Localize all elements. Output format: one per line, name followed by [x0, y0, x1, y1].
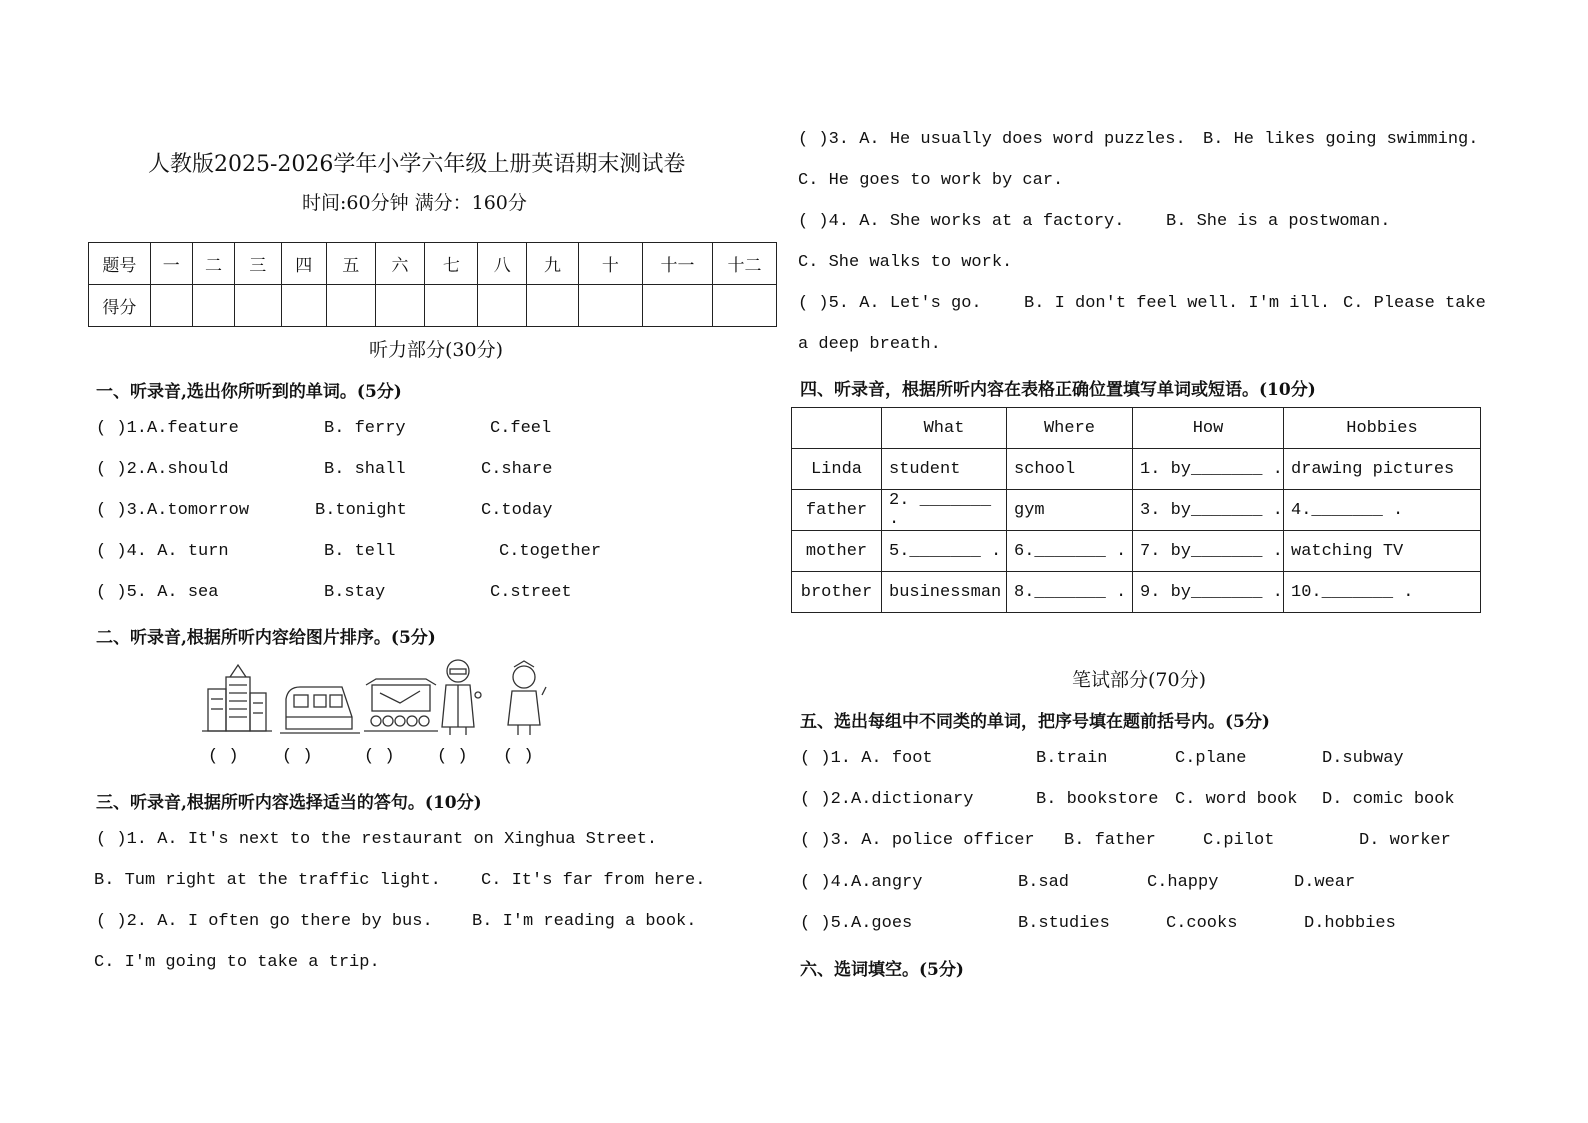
- s3-q2-option-a: ( )2. A. I often go there by bus.: [96, 912, 433, 931]
- score-header-cell: 七: [425, 243, 478, 285]
- fill-table-blank[interactable]: 7. by_______ .: [1133, 531, 1284, 572]
- fill-table-cell: drawing pictures: [1284, 449, 1481, 490]
- fill-table-corner: [792, 408, 882, 449]
- s3-q5-option-c: C. Please take: [1343, 294, 1486, 313]
- fill-table-blank[interactable]: 2. _______ .: [882, 490, 1007, 531]
- score-header-cell: 题号: [89, 243, 151, 285]
- s5-q5-option-c: C.cooks: [1166, 914, 1238, 933]
- score-table-header-row: [89, 243, 777, 285]
- s3-q4-option-c: C. She walks to work.: [798, 253, 1013, 272]
- score-input-cell[interactable]: [375, 285, 425, 327]
- s1-q2-option-b: B. shall: [324, 460, 406, 479]
- picture-blank-4[interactable]: ( ): [437, 747, 468, 766]
- fill-table-cell: gym: [1007, 490, 1133, 531]
- score-header-cell: 二: [192, 243, 234, 285]
- s5-q3-number: ( )3. A. police officer: [800, 831, 1035, 850]
- ordering-pictures: [200, 655, 552, 737]
- score-header-cell: 一: [150, 243, 192, 285]
- s5-q1-option-c: C.plane: [1175, 749, 1247, 768]
- score-table: [88, 242, 777, 327]
- score-header-cell: 五: [326, 243, 375, 285]
- s5-q3-option-d: D. worker: [1359, 831, 1451, 850]
- section2-title: 二、听录音,根据所听内容给图片排序。(5分): [96, 628, 436, 648]
- score-header-cell: 九: [527, 243, 579, 285]
- score-header-cell: 八: [478, 243, 527, 285]
- writing-part-title: 笔试部分(70分): [1072, 669, 1207, 691]
- s5-q2-option-c: C. word book: [1175, 790, 1298, 809]
- score-input-cell[interactable]: [150, 285, 192, 327]
- fill-table-blank[interactable]: 3. by_______ .: [1133, 490, 1284, 531]
- s5-q4-option-b: B.sad: [1018, 873, 1070, 892]
- s1-q3-option-b: B.tonight: [315, 501, 407, 520]
- score-header-cell: 十二: [713, 243, 777, 285]
- s1-q1-option-c: C.feel: [490, 419, 552, 438]
- score-header-cell: 十一: [642, 243, 712, 285]
- fill-table-cell: school: [1007, 449, 1133, 490]
- s1-q5-number: ( )5. A. sea: [96, 583, 219, 602]
- s3-q5-option-b: B. I don't feel well. I'm ill.: [1024, 294, 1331, 313]
- s3-q2-option-c: C. I'm going to take a trip.: [94, 953, 380, 972]
- section6-title: 六、选词填空。(5分): [800, 960, 964, 980]
- fill-table-row: [792, 449, 1481, 490]
- s1-q5-option-c: C.street: [490, 583, 572, 602]
- exam-info: 时间:60分钟 满分：160分: [302, 192, 527, 214]
- nurse-picture: [508, 661, 546, 735]
- fill-table-blank[interactable]: 1. by_______ .: [1133, 449, 1284, 490]
- fill-table-row: [792, 490, 1481, 531]
- picture-blank-2[interactable]: ( ): [282, 747, 313, 766]
- train-picture: [280, 687, 360, 733]
- s3-q1-option-a: ( )1. A. It's next to the restaurant on Xinghua Street.: [96, 830, 658, 849]
- s3-q3-option-b: B. He likes going swimming.: [1203, 130, 1479, 149]
- fill-table-row: [792, 531, 1481, 572]
- s3-q4-option-a: ( )4. A. She works at a factory.: [798, 212, 1125, 231]
- fill-table-cell: businessman: [882, 572, 1007, 613]
- s5-q3-option-b: B. father: [1064, 831, 1156, 850]
- fill-table-blank[interactable]: 8._______ .: [1007, 572, 1133, 613]
- score-input-cell[interactable]: [578, 285, 642, 327]
- fill-table-header-hobbies: Hobbies: [1284, 408, 1481, 449]
- s3-q4-option-b: B. She is a postwoman.: [1166, 212, 1391, 231]
- picture-blank-3[interactable]: ( ): [364, 747, 395, 766]
- fill-table-person: father: [792, 490, 882, 531]
- s5-q4-option-d: D.wear: [1294, 873, 1356, 892]
- s5-q2-option-d: D. comic book: [1322, 790, 1455, 809]
- fill-table-person: brother: [792, 572, 882, 613]
- s5-q5-option-d: D.hobbies: [1304, 914, 1396, 933]
- building-picture: [202, 665, 272, 731]
- s5-q3-option-c: C.pilot: [1203, 831, 1275, 850]
- s3-q5-option-a: ( )5. A. Let's go.: [798, 294, 982, 313]
- s1-q5-option-b: B.stay: [324, 583, 386, 602]
- s5-q1-option-b: B.train: [1036, 749, 1108, 768]
- picture-blank-1[interactable]: ( ): [208, 747, 239, 766]
- listening-part-title: 听力部分(30分): [369, 339, 504, 361]
- score-input-cell[interactable]: [326, 285, 375, 327]
- fill-table-person: Linda: [792, 449, 882, 490]
- s1-q4-option-b: B. tell: [324, 542, 396, 561]
- fill-table-header-where: Where: [1007, 408, 1133, 449]
- fill-table-cell: watching TV: [1284, 531, 1481, 572]
- s1-q1-option-b: B. ferry: [324, 419, 406, 438]
- s1-q4-number: ( )4. A. turn: [96, 542, 229, 561]
- section3-title: 三、听录音,根据所听内容选择适当的答句。(10分): [96, 793, 482, 813]
- s5-q4-number: ( )4.A.angry: [800, 873, 923, 892]
- score-input-cell[interactable]: [192, 285, 234, 327]
- s1-q4-option-c: C.together: [499, 542, 602, 561]
- s1-q1-number: ( )1.A.feature: [96, 419, 239, 438]
- score-header-cell: 三: [235, 243, 282, 285]
- s3-q1-option-c: C. It's far from here.: [481, 871, 706, 890]
- score-input-cell[interactable]: [642, 285, 712, 327]
- s5-q2-number: ( )2.A.dictionary: [800, 790, 974, 809]
- s5-q1-number: ( )1. A. foot: [800, 749, 933, 768]
- score-header-cell: 六: [375, 243, 425, 285]
- s3-q5-option-c-cont: a deep breath.: [798, 335, 941, 354]
- score-input-cell[interactable]: [235, 285, 282, 327]
- fill-table-cell: student: [882, 449, 1007, 490]
- fill-table-blank[interactable]: 10._______ .: [1284, 572, 1481, 613]
- fill-table-header-how: How: [1133, 408, 1284, 449]
- fill-table-blank[interactable]: 4._______ .: [1284, 490, 1481, 531]
- fill-table-person: mother: [792, 531, 882, 572]
- score-input-cell[interactable]: [478, 285, 527, 327]
- score-input-cell[interactable]: [527, 285, 579, 327]
- listening-fill-table: [791, 407, 1481, 613]
- s5-q1-option-d: D.subway: [1322, 749, 1404, 768]
- fill-table-blank[interactable]: 5._______ .: [882, 531, 1007, 572]
- score-table-score-row: [89, 285, 777, 327]
- doctor-picture: [442, 660, 481, 735]
- s5-q2-option-b: B. bookstore: [1036, 790, 1159, 809]
- s1-q2-option-c: C.share: [481, 460, 553, 479]
- fill-table-header-row: [792, 408, 1481, 449]
- s5-q5-number: ( )5.A.goes: [800, 914, 913, 933]
- section5-title: 五、选出每组中不同类的单词，把序号填在题前括号内。(5分): [800, 712, 1270, 732]
- s5-q4-option-c: C.happy: [1147, 873, 1219, 892]
- s1-q3-number: ( )3.A.tomorrow: [96, 501, 250, 520]
- s1-q2-number: ( )2.A.should: [96, 460, 229, 479]
- fill-table-blank[interactable]: 9. by_______ .: [1133, 572, 1284, 613]
- fill-table-row: [792, 572, 1481, 613]
- score-header-cell: 十: [578, 243, 642, 285]
- score-input-cell[interactable]: [425, 285, 478, 327]
- s3-q3-option-a: ( )3. A. He usually does word puzzles.: [798, 130, 1186, 149]
- s3-q1-option-b: B. Tum right at the traffic light.: [94, 871, 441, 890]
- score-header-cell: 四: [281, 243, 326, 285]
- page-title: 人教版2025-2026学年小学六年级上册英语期末测试卷: [148, 152, 686, 177]
- section1-title: 一、听录音,选出你所听到的单词。(5分): [96, 382, 402, 402]
- s1-q3-option-c: C.today: [481, 501, 553, 520]
- score-row-label: 得分: [89, 285, 151, 327]
- score-input-cell[interactable]: [713, 285, 777, 327]
- s3-q2-option-b: B. I'm reading a book.: [472, 912, 697, 931]
- fill-table-blank[interactable]: 6._______ .: [1007, 531, 1133, 572]
- picture-blank-5[interactable]: ( ): [503, 747, 534, 766]
- s5-q5-option-b: B.studies: [1018, 914, 1110, 933]
- fill-table-header-what: What: [882, 408, 1007, 449]
- s3-q3-option-c: C. He goes to work by car.: [798, 171, 1064, 190]
- score-input-cell[interactable]: [281, 285, 326, 327]
- section4-title: 四、听录音，根据所听内容在表格正确位置填写单词或短语。(10分): [800, 380, 1316, 400]
- theater-picture: [364, 679, 438, 731]
